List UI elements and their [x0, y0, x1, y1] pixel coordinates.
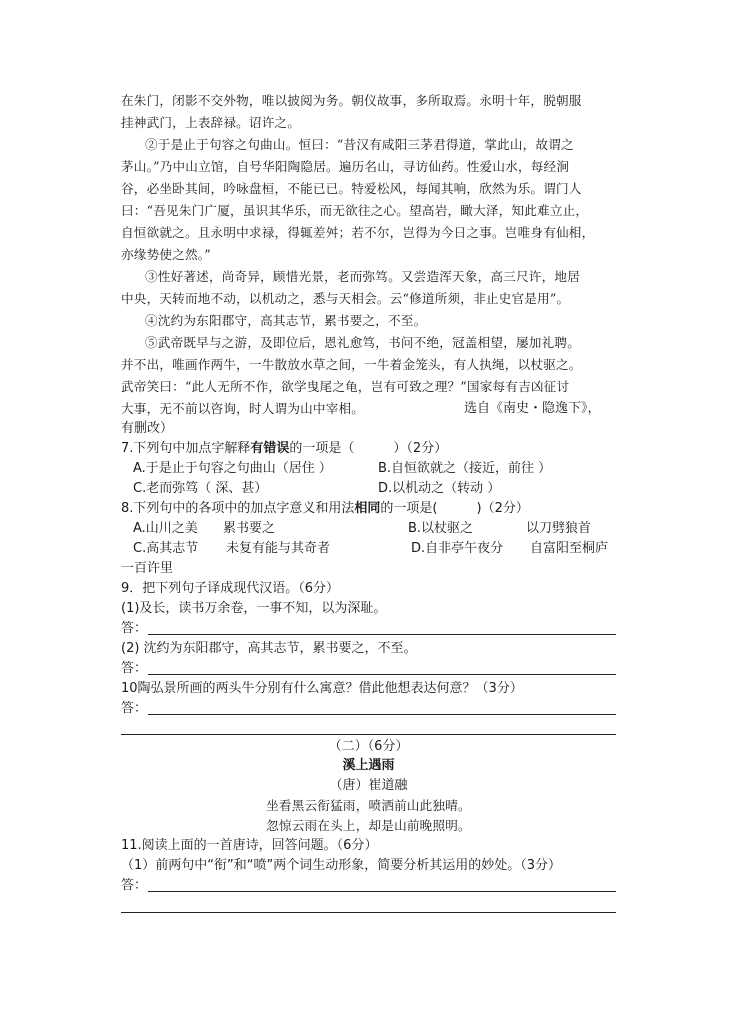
q7-option-c: C.老而弥笃（ 深、甚） — [133, 481, 268, 496]
passage-line: ②于是止于句容之句曲山。恒曰：“昔汉有咸阳三茅君得道，掌此山，故谓之 — [145, 137, 574, 152]
q7-stem-emphasis: 有错误 — [250, 441, 290, 456]
q8-option-b-2: 以刀劈狼首 — [526, 521, 592, 536]
q8-option-c-1: C.高其志节 — [133, 541, 199, 556]
passage-line: 在朱门，闭影不交外物，唯以披阅为务。朝仪故事，多所取焉。永明十年，脱朝服 — [121, 93, 582, 108]
passage-line: ⑤武帝既早与之游，及即位后，恩礼愈笃，书问不绝，冠盖相望，屡加礼聘。 — [145, 335, 580, 350]
q11-answer-line-2[interactable] — [121, 912, 616, 913]
source-note-cont: 有删改） — [121, 421, 174, 436]
passage-line: 谷，必坐卧其间，吟咏盘桓，不能已已。特爱松风，每闻其响，欣然为乐。谓门人 — [121, 181, 582, 196]
passage-line: 亦缘势使之然。” — [121, 247, 211, 262]
q9-sentence-2: (2) 沈约为东阳郡守，高其志节，累书要之，不至。 — [121, 641, 417, 656]
q8-stem-emphasis: 相同 — [354, 501, 381, 516]
q7-stem-a: 7.下列句中加点字解释 — [121, 441, 251, 456]
q7-option-d: D.以机动之（转动 ） — [378, 481, 501, 496]
passage-line: 自恒欲就之。且永明中求禄，得辄差舛；若不尔，岂得为今日之事。岂唯身有仙相， — [121, 225, 595, 240]
passage-line: ③性好著述，尚奇异，顾惜光景，老而弥笃。又尝造浑天象，高三尺许，地居 — [145, 269, 580, 284]
passage-line: ④沈约为东阳郡守，高其志节，累书要之，不至。 — [145, 313, 427, 328]
q9-sentence-1: (1)及长，读书万余卷，一事不知，以为深耻。 — [121, 601, 387, 616]
q8-option-d-2: 自富阳至桐庐 — [530, 541, 609, 556]
poem-author: （唐）崔道融 — [329, 778, 408, 793]
q10-answer-label: 答： — [121, 701, 148, 716]
passage-line: 中央，天转而地不动，以机动之，悉与天相会。云“修道所须，非止史官是用”。 — [121, 291, 570, 306]
q7-option-b: B.自恒欲就之（接近，前往 ） — [378, 461, 552, 476]
q9-answer-line-1[interactable] — [148, 634, 616, 635]
q8-option-d-3: 一百许里 — [121, 561, 174, 576]
q10-stem: 10陶弘景所画的两头牛分别有什么寓意？借此他想表达何意？（3分） — [121, 681, 523, 696]
section-heading: （二）（6分） — [328, 739, 409, 754]
q9-answer-line-2[interactable] — [148, 674, 616, 675]
passage-line: 武帝笑曰：“此人无所不作，欲学曳尾之龟，岂有可致之理？”国家每有吉凶征讨 — [121, 379, 570, 394]
q7-stem-c: 的一项是（ ）（2分） — [289, 441, 448, 456]
q11-stem: 11.阅读上面的一首唐诗，回答问题。（6分） — [121, 838, 378, 853]
passage-line: 并不出，唯画作两牛，一牛散放水草之间，一牛着金笼头，有人执绳，以杖驱之。 — [121, 357, 582, 372]
passage-line: 挂神武门，上表辞禄。诏许之。 — [121, 115, 301, 130]
passage-line: 茅山。”乃中山立馆，自号华阳陶隐居。遍历名山，寻访仙药。性爱山水，每经涧 — [121, 159, 570, 174]
q11-sub-1: （1）前两句中“衔”和“喷”两个词生动形象，简要分析其运用的妙处。（3分） — [121, 858, 561, 873]
q10-answer-line-2[interactable] — [121, 734, 616, 735]
q8-stem — [121, 500, 529, 518]
poem-title: 溪上遇雨 — [342, 758, 395, 773]
poem-line-1: 坐看黑云衔猛雨，喷洒前山此独晴。 — [266, 798, 471, 813]
passage-line: 大事，无不前以咨询，时人谓为山中宰相。 — [121, 401, 365, 416]
passage-line: 曰：“吾见朱门广厦，虽识其华乐，而无欲往之心。望高岩，瞰大泽，知此难立止， — [121, 203, 589, 218]
q9-answer-label-1: 答： — [121, 621, 148, 636]
q7-stem — [121, 440, 447, 458]
q8-option-a-1: A.山川之美 — [133, 521, 198, 536]
q11-answer-label: 答： — [121, 878, 148, 893]
q7-option-a: A.于是止于句容之句曲山（居住 ） — [133, 461, 332, 476]
q8-stem-c: 的一项是( )（2分） — [380, 501, 529, 516]
q8-option-d-1: D.自非亭午夜分 — [411, 541, 504, 556]
q8-option-a-2: 累书要之 — [223, 521, 276, 536]
poem-line-2: 忽惊云雨在头上，却是山前晚照明。 — [266, 818, 471, 833]
q11-answer-line-1[interactable] — [148, 891, 616, 892]
q8-option-b-1: B.以杖驱之 — [408, 521, 474, 536]
q8-option-c-2: 未复有能与其奇者 — [226, 541, 331, 556]
q10-answer-line-1[interactable] — [148, 714, 616, 715]
q9-answer-label-2: 答： — [121, 661, 148, 676]
source-note: 选自《南史・隐逸下》， — [464, 401, 601, 416]
q8-stem-a: 8.下列句中的各项中的加点字意义和用法 — [121, 501, 355, 516]
q9-stem: 9．把下列句子译成现代汉语。（6分） — [121, 581, 340, 596]
